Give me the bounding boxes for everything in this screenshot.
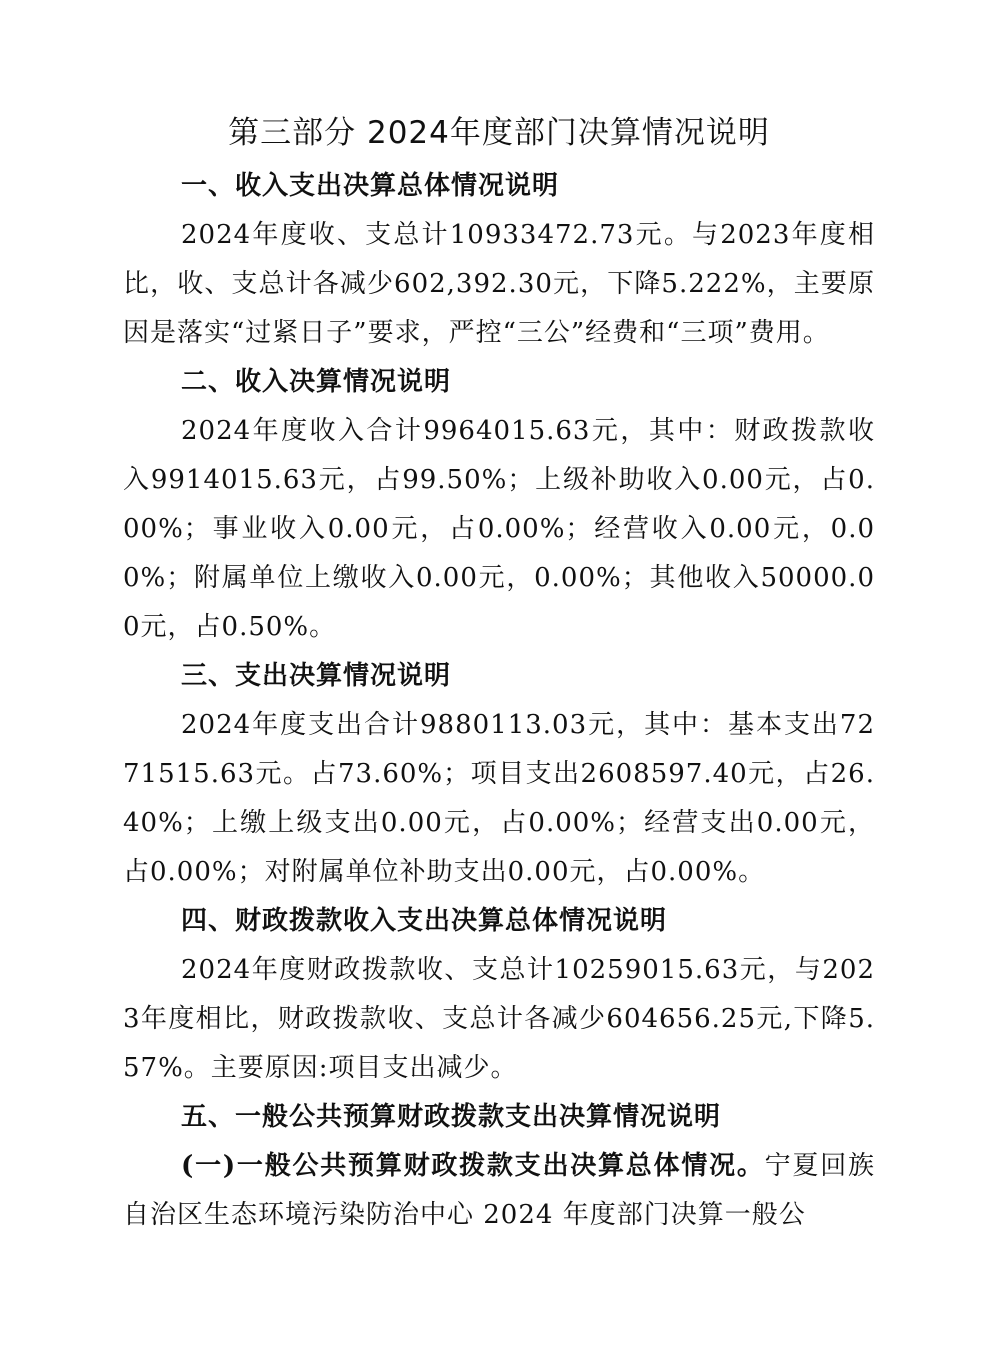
section-5 (123, 1093, 875, 1240)
section-heading: 四、财政拨款收入支出决算总体情况说明 (181, 906, 668, 936)
section-heading: 五、一般公共预算财政拨款支出决算情况说明 (181, 1102, 722, 1132)
section-paragraph: 2024年度收入合计9964015.63元，其中：财政拨款收入9914015.63元，占99.50%；上级补助收入0.00元，占0.00%；事业收入0.00元，占0.00%；经营收入0.00元，0.00%；附属单位上缴收入0.00元，0.00%；其他收入50000.00元，占0.50%。 (123, 416, 875, 642)
subsection-text: 宁夏回族自治区生态环境污染防治中心 2024 年度部门决算一般公 (123, 1151, 875, 1230)
section-heading: 二、收入决算情况说明 (181, 367, 452, 397)
section-3 (123, 652, 875, 897)
section-paragraph: 2024年度支出合计9880113.03元，其中：基本支出7271515.63元。占73.60%；项目支出2608597.40元，占26.40%；上缴上级支出0.00元，占0.00%；经营支出0.00元，占0.00%；对附属单位补助支出0.00元，占0.00%。 (123, 710, 875, 887)
section-paragraph: 2024年度收、支总计10933472.73元。与2023年度相比，收、支总计各减少602,392.30元，下降5.222%，主要原因是落实“过紧日子”要求，严控“三公”经费和“三项”费用。 (123, 220, 875, 348)
document-page (123, 108, 875, 1240)
section-2 (123, 358, 875, 652)
document-title: 第三部分 2024年度部门决算情况说明 (228, 115, 770, 151)
section-1 (123, 162, 875, 358)
section-paragraph: 2024年度财政拨款收、支总计10259015.63元，与2023年度相比，财政拨款收、支总计各减少604656.25元,下降5.57%。主要原因:项目支出减少。 (123, 955, 875, 1083)
section-4 (123, 897, 875, 1093)
section-paragraph (123, 1142, 875, 1240)
section-heading: 三、支出决算情况说明 (181, 661, 452, 691)
section-heading: 一、收入支出决算总体情况说明 (181, 171, 560, 201)
subsection-heading: (一)一般公共预算财政拨款支出决算总体情况。 (181, 1151, 765, 1181)
